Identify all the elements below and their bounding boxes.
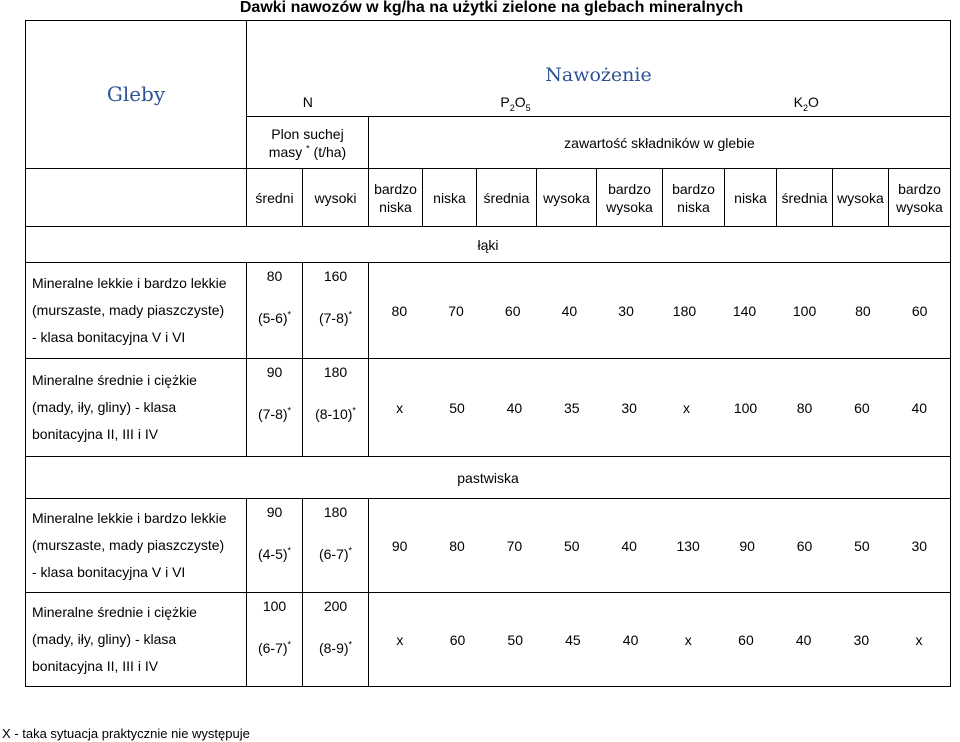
n-sredni-cell: 80 (5-6)*: [247, 263, 303, 359]
k-level: bardzo wysoka: [889, 169, 951, 227]
k-level: niska: [725, 169, 777, 227]
n-wysoki-cell: 200 (8-9)*: [303, 593, 369, 687]
soil-description: Mineralne lekkie i bardzo lekkie (murszaste, mady piaszczyste) - klasa bonitacyjna V i VI: [26, 263, 247, 359]
footnote: X - taka sytuacja praktycznie nie występuje: [2, 726, 250, 741]
soil-description: Mineralne średnie i ciężkie (mady, iły, gliny) - klasa bonitacyjna II, III i IV: [26, 359, 247, 457]
n-sredni-cell: 90 (4-5)*: [247, 499, 303, 593]
values-cell: 80 70 60 40 30 180 140 100 80 60: [369, 263, 951, 359]
zawartosc-header: zawartość składników w glebie: [369, 117, 951, 169]
soil-description: Mineralne lekkie i bardzo lekkie (murszaste, mady piaszczyste) - klasa bonitacyjna V i VI: [26, 499, 247, 593]
values-cell: x 50 40 35 30 x 100 80 60 40: [369, 359, 951, 457]
nawozenie-header: [247, 21, 951, 89]
soil-description: Mineralne średnie i ciężkie (mady, iły, gliny) - klasa bonitacyjna II, III i IV: [26, 593, 247, 687]
k-level: wysoka: [833, 169, 889, 227]
gleby-label: Gleby: [106, 81, 166, 106]
n-level-wysoki: wysoki: [303, 169, 369, 227]
table-row: [26, 593, 951, 687]
nawozenie-label: Nawożenie: [545, 63, 652, 86]
section-laki: łąki: [26, 227, 951, 263]
p-level: niska: [423, 169, 477, 227]
n-sredni-cell: 100 (6-7)*: [247, 593, 303, 687]
page-title: Dawki nawozów w kg/ha na użytki zielone na glebach mineralnych: [239, 0, 744, 16]
p2o5-header: $P_2O_5$: [369, 89, 663, 117]
n-wysoki-cell: 180 (6-7)*: [303, 499, 369, 593]
k-level: bardzo niska: [663, 169, 725, 227]
n-header: N: [247, 89, 369, 117]
table-row: [26, 359, 951, 457]
empty-corner: [26, 169, 247, 227]
table-row: [26, 499, 951, 593]
n-level-sredni: średni: [247, 169, 303, 227]
n-sredni-cell: 90 (7-8)*: [247, 359, 303, 457]
p-level: bardzo wysoka: [597, 169, 663, 227]
section-pastwiska: pastwiska: [26, 457, 951, 499]
values-cell: 90 80 70 50 40 130 90 60 50 30: [369, 499, 951, 593]
p-level: bardzo niska: [369, 169, 423, 227]
n-wysoki-cell: 180 (8-10)*: [303, 359, 369, 457]
n-wysoki-cell: 160 (7-8)*: [303, 263, 369, 359]
k2o-header: $K_2O$: [663, 89, 951, 117]
k-level: średnia: [777, 169, 833, 227]
p-level: średnia: [477, 169, 537, 227]
plon-header: Plon suchej masy * (t/ha): [247, 117, 369, 169]
values-cell: x 60 50 45 40 x 60 40 30 x: [369, 593, 951, 687]
table-row: [26, 263, 951, 359]
fertilizer-table: [25, 20, 951, 687]
p-level: wysoka: [537, 169, 597, 227]
gleby-header: [26, 21, 247, 169]
